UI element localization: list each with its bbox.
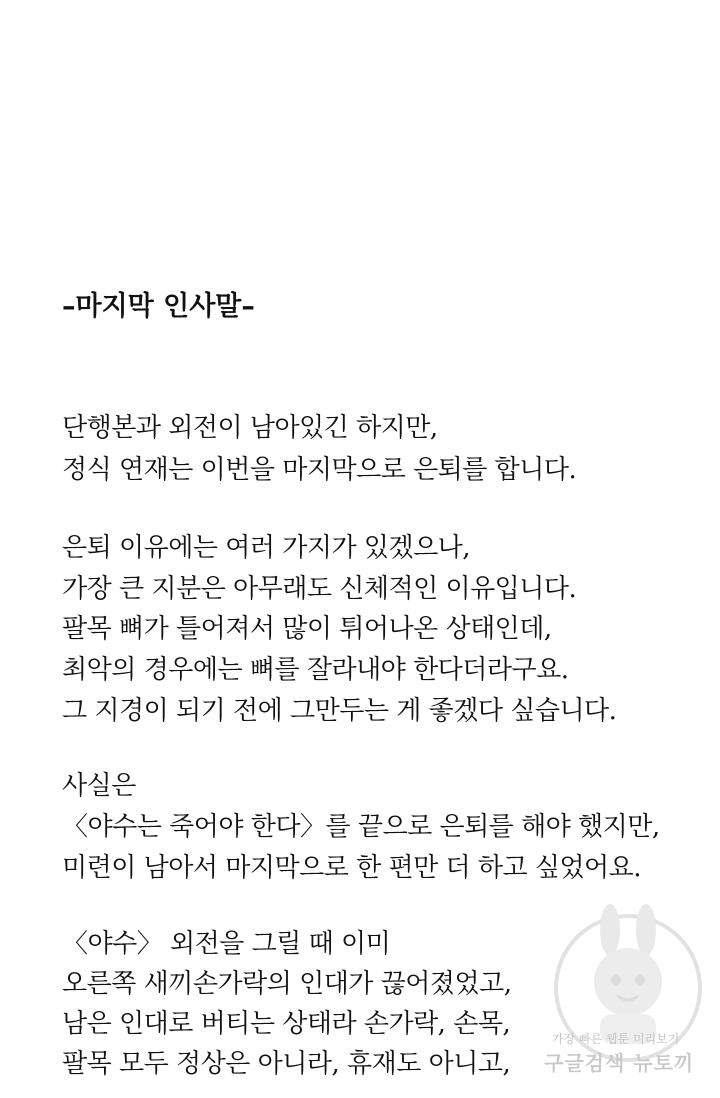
text-line: 가장 큰 지분은 아무래도 신체적인 이유입니다.	[62, 574, 577, 604]
text-line: 팔목 뼈가 틀어져서 많이 튀어나온 상태인데,	[62, 614, 552, 644]
text-line: 사실은	[62, 771, 136, 801]
text-line: 팔목 모두 정상은 아니라, 휴재도 아니고,	[62, 1049, 511, 1079]
text-line: 최악의 경우에는 뼈를 잘라내야 한다더라구요.	[62, 655, 569, 685]
text-line: 그 지경이 되기 전에 그만두는 게 좋겠다 싶습니다.	[62, 696, 617, 726]
text-line: 오른쪽 새끼손가락의 인대가 끊어졌었고,	[62, 969, 512, 999]
page-title: –마지막 인사말–	[62, 291, 255, 322]
text-line: 은퇴 이유에는 여러 가지가 있겠으나,	[62, 533, 471, 563]
watermark-brand: 구글검색 뉴토끼	[544, 1051, 695, 1075]
watermark-tagline: 가장 빠른 웹툰 미리보기	[552, 1032, 680, 1046]
text-line: 미련이 남아서 마지막으로 한 편만 더 하고 싶었어요.	[62, 853, 642, 883]
text-line: 단행본과 외전이 남아있긴 하지만,	[62, 413, 438, 443]
text-line: 정식 연재는 이번을 마지막으로 은퇴를 합니다.	[62, 455, 577, 485]
text-line: 〈야수〉 외전을 그릴 때 이미	[62, 929, 391, 959]
text-line: 〈야수는 죽어야 한다〉를 끝으로 은퇴를 해야 했지만,	[62, 812, 660, 842]
text-line: 남은 인대로 버티는 상태라 손가락, 손목,	[62, 1009, 511, 1039]
